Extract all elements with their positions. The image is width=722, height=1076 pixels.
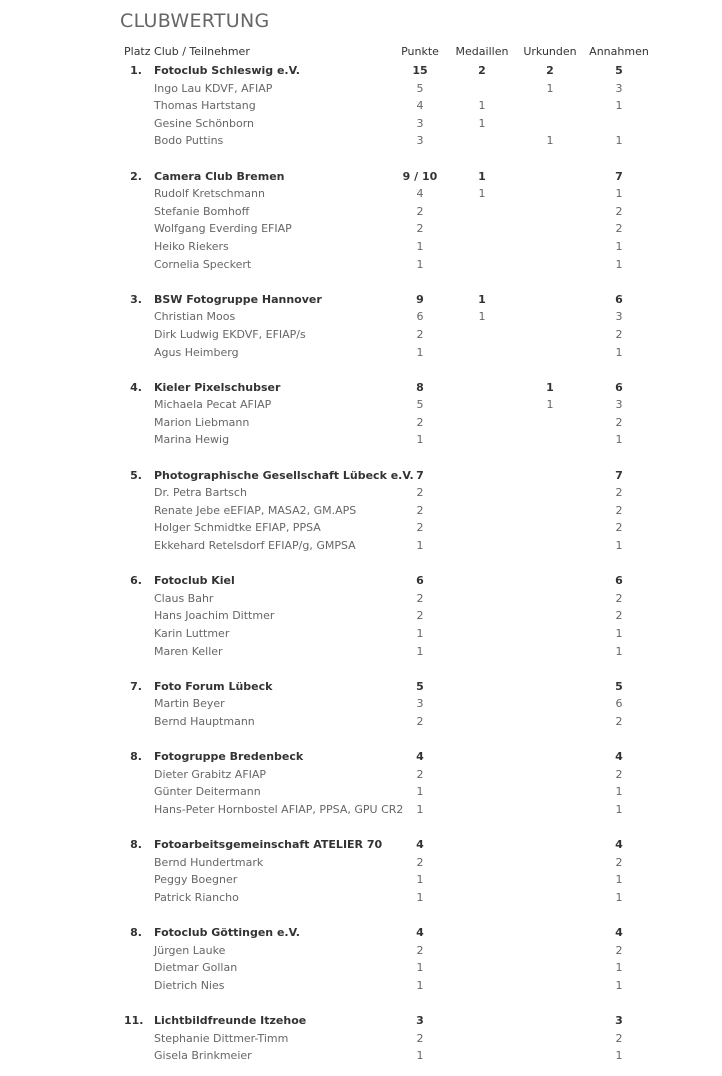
club-acceptances: 4	[615, 838, 623, 852]
member-points: 1	[416, 890, 424, 904]
club-place: 5.	[130, 468, 142, 482]
member-row	[0, 643, 722, 661]
club-name: Fotoclub Göttingen e.V.	[154, 926, 300, 940]
club-points: 9	[416, 292, 424, 306]
member-acceptances: 1	[615, 785, 623, 799]
table-body	[0, 62, 722, 1065]
club-place: 3.	[130, 292, 142, 306]
page-title: CLUBWERTUNG	[120, 10, 270, 32]
group-spacer	[0, 994, 722, 1012]
member-name: Maren Keller	[154, 644, 223, 658]
member-row	[0, 942, 722, 960]
member-acceptances: 1	[615, 345, 623, 359]
member-row	[0, 308, 722, 326]
club-row	[0, 379, 722, 397]
member-name: Rudolf Kretschmann	[154, 187, 265, 201]
member-name: Dirk Ludwig EKDVF, EFIAP/s	[154, 327, 306, 341]
member-name: Agus Heimberg	[154, 345, 239, 359]
member-row	[0, 185, 722, 203]
member-row	[0, 484, 722, 502]
member-row	[0, 414, 722, 432]
club-medals: 2	[478, 64, 486, 77]
club-row	[0, 291, 722, 309]
club-row	[0, 168, 722, 186]
member-name: Claus Bahr	[154, 591, 214, 605]
member-acceptances: 3	[615, 310, 623, 324]
member-medals: 1	[478, 310, 486, 324]
member-acceptances: 1	[615, 1049, 623, 1063]
member-row	[0, 854, 722, 872]
member-row	[0, 537, 722, 555]
member-name: Ingo Lau KDVF, AFIAP	[154, 81, 273, 95]
member-name: Renate Jebe eEFIAP, MASA2, GM.APS	[154, 503, 357, 517]
club-name: Fotoarbeitsgemeinschaft ATELIER 70	[154, 838, 383, 852]
club-row	[0, 836, 722, 854]
club-acceptances: 4	[615, 926, 623, 940]
member-points: 2	[416, 486, 424, 500]
member-points: 2	[416, 943, 424, 957]
member-acceptances: 2	[615, 1031, 623, 1045]
club-row	[0, 62, 722, 80]
member-name: Patrick Riancho	[154, 890, 239, 904]
member-name: Jürgen Lauke	[154, 943, 226, 957]
header-medaillen: Medaillen	[455, 45, 509, 58]
club-points: 5	[416, 679, 424, 693]
member-row	[0, 431, 722, 449]
member-acceptances: 1	[615, 978, 623, 992]
group-spacer	[0, 819, 722, 837]
club-acceptances: 5	[615, 679, 623, 693]
member-name: Karin Luttmer	[154, 627, 230, 640]
club-certificates: 1	[546, 380, 554, 394]
header-annahmen: Annahmen	[589, 45, 649, 58]
club-name: Photographische Gesellschaft Lübeck e.V.	[154, 468, 414, 482]
member-acceptances: 2	[615, 521, 623, 535]
group-spacer	[0, 150, 722, 168]
club-name: BSW Fotogruppe Hannover	[154, 292, 322, 306]
member-acceptances: 2	[615, 591, 623, 605]
member-name: Bernd Hundertmark	[154, 855, 264, 869]
member-name: Wolfgang Everding EFIAP	[154, 222, 292, 236]
member-row	[0, 256, 722, 274]
member-points: 3	[416, 697, 424, 711]
club-acceptances: 6	[615, 380, 623, 394]
member-row	[0, 396, 722, 414]
member-points: 2	[416, 591, 424, 605]
member-name: Peggy Boegner	[154, 873, 238, 887]
member-row	[0, 959, 722, 977]
member-points: 1	[416, 802, 424, 816]
club-ranking-table	[0, 41, 722, 1065]
member-points: 1	[416, 539, 424, 553]
member-points: 1	[416, 644, 424, 658]
member-row	[0, 238, 722, 256]
club-acceptances: 7	[615, 169, 623, 183]
club-certificates: 2	[546, 64, 554, 77]
member-row	[0, 115, 722, 133]
group-spacer	[0, 273, 722, 291]
club-name: Fotogruppe Bredenbeck	[154, 750, 304, 764]
member-name: Dieter Grabitz AFIAP	[154, 767, 267, 781]
member-acceptances: 2	[615, 609, 623, 623]
club-name: Foto Forum Lübeck	[154, 679, 273, 693]
club-name: Fotoclub Kiel	[154, 574, 235, 588]
club-name: Fotoclub Schleswig e.V.	[154, 64, 300, 77]
member-points: 4	[416, 99, 424, 113]
member-row	[0, 695, 722, 713]
member-row	[0, 132, 722, 150]
club-acceptances: 6	[615, 292, 623, 306]
member-acceptances: 1	[615, 257, 623, 271]
member-acceptances: 2	[615, 714, 623, 728]
member-name: Stephanie Dittmer-Timm	[154, 1031, 289, 1045]
member-row	[0, 220, 722, 238]
member-acceptances: 2	[615, 855, 623, 869]
member-points: 6	[416, 310, 424, 324]
club-row	[0, 748, 722, 766]
member-acceptances: 1	[615, 433, 623, 447]
member-acceptances: 2	[615, 503, 623, 517]
member-acceptances: 1	[615, 802, 623, 816]
member-points: 2	[416, 609, 424, 623]
member-acceptances: 2	[615, 204, 623, 218]
club-place: 6.	[130, 574, 142, 588]
member-points: 2	[416, 767, 424, 781]
member-points: 2	[416, 327, 424, 341]
member-name: Cornelia Speckert	[154, 257, 252, 271]
member-name: Michaela Pecat AFIAP	[154, 398, 272, 412]
club-points: 4	[416, 926, 424, 940]
member-acceptances: 6	[615, 697, 623, 711]
member-row	[0, 977, 722, 995]
club-place: 7.	[130, 679, 142, 693]
member-name: Stefanie Bomhoff	[154, 204, 250, 218]
club-row	[0, 572, 722, 590]
member-name: Bernd Hauptmann	[154, 714, 255, 728]
member-acceptances: 2	[615, 222, 623, 236]
member-row	[0, 871, 722, 889]
member-points: 2	[416, 1031, 424, 1045]
member-points: 2	[416, 521, 424, 535]
club-row	[0, 467, 722, 485]
member-name: Dietmar Gollan	[154, 961, 238, 975]
member-acceptances: 1	[615, 890, 623, 904]
member-points: 1	[416, 257, 424, 271]
member-name: Günter Deitermann	[154, 785, 261, 799]
member-points: 1	[416, 239, 424, 253]
member-acceptances: 1	[615, 134, 623, 148]
member-name: Marina Hewig	[154, 433, 230, 447]
member-points: 2	[416, 503, 424, 517]
member-acceptances: 1	[615, 961, 623, 975]
member-row	[0, 590, 722, 608]
club-acceptances: 6	[615, 574, 623, 588]
member-acceptances: 1	[615, 99, 623, 113]
group-spacer	[0, 555, 722, 573]
member-acceptances: 1	[615, 187, 623, 201]
member-row	[0, 80, 722, 98]
member-row	[0, 519, 722, 537]
member-name: Bodo Puttins	[154, 134, 224, 148]
member-points: 1	[416, 785, 424, 799]
member-acceptances: 3	[615, 81, 623, 95]
member-row	[0, 713, 722, 731]
member-name: Martin Beyer	[154, 697, 225, 711]
header-urkunden: Urkunden	[523, 45, 577, 58]
member-points: 2	[416, 415, 424, 429]
member-points: 4	[416, 187, 424, 201]
club-place: 8.	[130, 750, 142, 764]
club-row	[0, 1012, 722, 1030]
member-points: 3	[416, 116, 424, 130]
header-platz-club: Platz Club / Teilnehmer	[124, 45, 250, 58]
member-name: Dr. Petra Bartsch	[154, 486, 247, 500]
member-acceptances: 2	[615, 327, 623, 341]
member-name: Holger Schmidtke EFIAP, PPSA	[154, 521, 321, 535]
club-points: 15	[412, 64, 428, 77]
member-row	[0, 97, 722, 115]
club-place: 8.	[130, 838, 142, 852]
member-name: Gesine Schönborn	[154, 116, 255, 130]
member-acceptances: 3	[615, 398, 623, 412]
club-place: 8.	[130, 926, 142, 940]
member-acceptances: 1	[615, 627, 623, 640]
member-name: Marion Liebmann	[154, 415, 250, 429]
member-name: Hans Joachim Dittmer	[154, 609, 275, 623]
member-points: 2	[416, 855, 424, 869]
member-medals: 1	[478, 187, 486, 201]
member-row	[0, 1030, 722, 1048]
member-acceptances: 1	[615, 239, 623, 253]
club-name: Lichtbildfreunde Itzehoe	[154, 1014, 307, 1028]
group-spacer	[0, 660, 722, 678]
member-row	[0, 502, 722, 520]
member-row	[0, 344, 722, 362]
member-acceptances: 1	[615, 873, 623, 887]
member-points: 1	[416, 627, 424, 640]
member-points: 1	[416, 433, 424, 447]
member-row	[0, 607, 722, 625]
member-row	[0, 1047, 722, 1065]
member-certificates: 1	[546, 134, 554, 148]
member-row	[0, 203, 722, 221]
club-points: 9 / 10	[402, 169, 438, 183]
group-spacer	[0, 731, 722, 749]
club-place: 1.	[130, 64, 142, 77]
member-points: 5	[416, 398, 424, 412]
header-punkte: Punkte	[401, 45, 439, 58]
member-points: 2	[416, 204, 424, 218]
club-row	[0, 924, 722, 942]
club-row	[0, 678, 722, 696]
club-name: Camera Club Bremen	[154, 169, 285, 183]
club-points: 4	[416, 838, 424, 852]
member-acceptances: 1	[615, 644, 623, 658]
club-medals: 1	[478, 169, 486, 183]
member-acceptances: 2	[615, 415, 623, 429]
member-name: Heiko Riekers	[154, 239, 229, 253]
member-points: 2	[416, 714, 424, 728]
member-row	[0, 889, 722, 907]
member-medals: 1	[478, 99, 486, 113]
club-points: 3	[416, 1014, 424, 1028]
member-acceptances: 2	[615, 486, 623, 500]
member-points: 1	[416, 873, 424, 887]
member-points: 2	[416, 222, 424, 236]
member-points: 1	[416, 345, 424, 359]
member-points: 3	[416, 134, 424, 148]
member-points: 5	[416, 81, 424, 95]
member-name: Dietrich Nies	[154, 978, 225, 992]
table-header	[0, 41, 722, 62]
member-medals: 1	[478, 116, 486, 130]
club-acceptances: 4	[615, 750, 623, 764]
club-place: 2.	[130, 169, 142, 183]
member-points: 1	[416, 961, 424, 975]
club-acceptances: 5	[615, 64, 623, 77]
group-spacer	[0, 907, 722, 925]
member-acceptances: 2	[615, 943, 623, 957]
club-points: 7	[416, 468, 424, 482]
member-row	[0, 326, 722, 344]
club-medals: 1	[478, 292, 486, 306]
member-row	[0, 625, 722, 643]
member-acceptances: 2	[615, 767, 623, 781]
member-points: 1	[416, 978, 424, 992]
club-points: 8	[416, 380, 424, 394]
club-points: 6	[416, 574, 424, 588]
member-name: Ekkehard Retelsdorf EFIAP/g, GMPSA	[154, 539, 356, 553]
member-row	[0, 783, 722, 801]
club-acceptances: 3	[615, 1014, 623, 1028]
club-place: 11.	[124, 1014, 144, 1028]
group-spacer	[0, 361, 722, 379]
member-name: Christian Moos	[154, 310, 236, 324]
member-acceptances: 1	[615, 539, 623, 553]
club-points: 4	[416, 750, 424, 764]
member-points: 1	[416, 1049, 424, 1063]
member-name: Gisela Brinkmeier	[154, 1049, 252, 1063]
club-acceptances: 7	[615, 468, 623, 482]
group-spacer	[0, 449, 722, 467]
member-name: Thomas Hartstang	[154, 99, 256, 113]
member-row	[0, 766, 722, 784]
member-name: Hans-Peter Hornbostel AFIAP, PPSA, GPU CR2	[154, 802, 404, 816]
member-row	[0, 801, 722, 819]
member-certificates: 1	[546, 398, 554, 412]
club-place: 4.	[130, 380, 142, 394]
member-certificates: 1	[546, 81, 554, 95]
club-name: Kieler Pixelschubser	[154, 380, 281, 394]
